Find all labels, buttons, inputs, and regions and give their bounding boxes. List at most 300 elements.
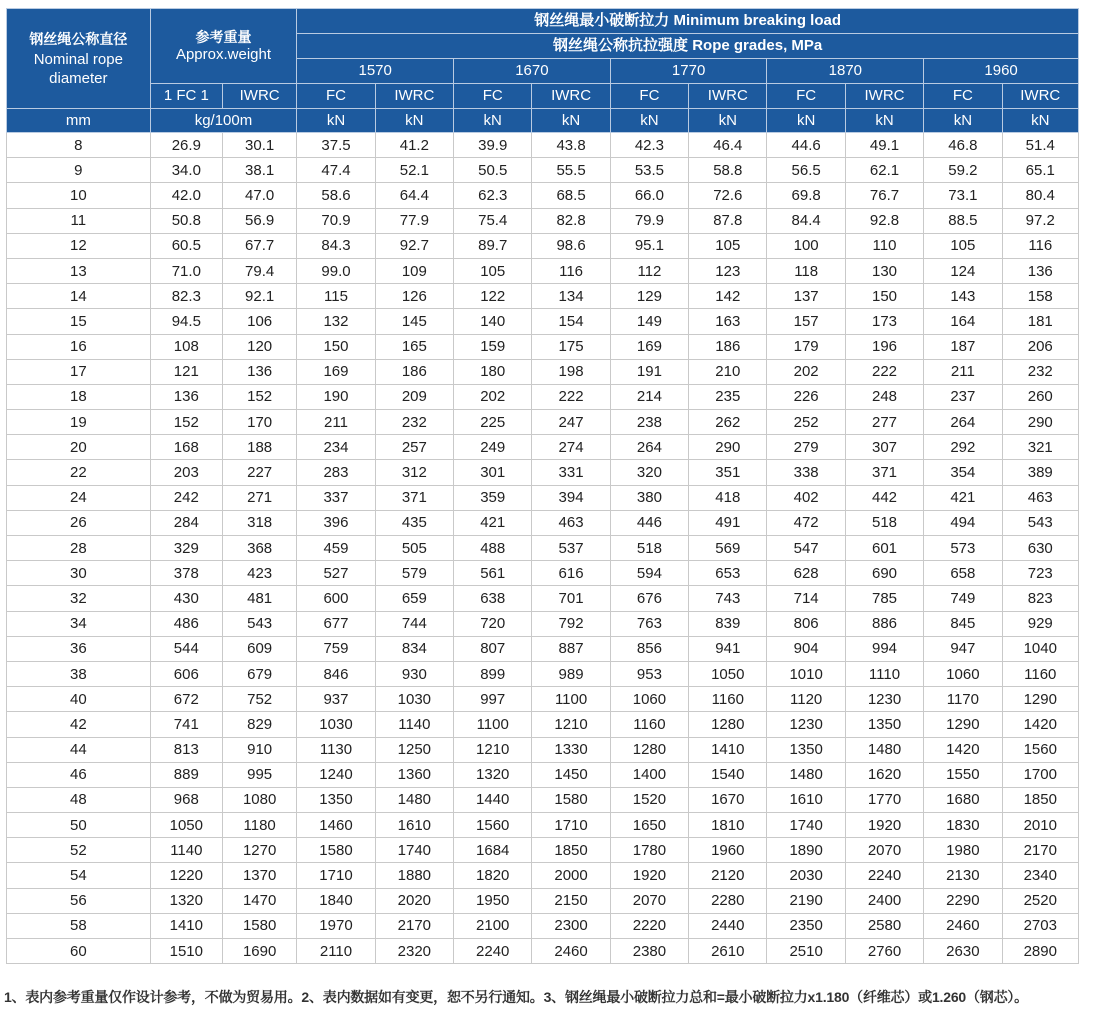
load-1570-fc-cell: 283: [297, 460, 375, 485]
load-1770-fc-cell: 1160: [610, 712, 688, 737]
load-1770-fc-cell: 238: [610, 410, 688, 435]
table-row: [7, 863, 1079, 888]
weight-fc-subheader: 1 FC 1: [150, 84, 222, 109]
load-1960-iwrc-cell: 929: [1002, 611, 1078, 636]
load-1670-fc-cell: 89.7: [454, 233, 532, 258]
load-1770-iwrc-cell: 58.8: [689, 158, 767, 183]
load-1960-iwrc-cell: 823: [1002, 586, 1078, 611]
load-1870-fc-cell: 806: [767, 611, 845, 636]
load-1960-iwrc-cell: 630: [1002, 536, 1078, 561]
load-1570-iwrc-cell: 209: [375, 384, 453, 409]
load-1670-fc-cell: 997: [454, 687, 532, 712]
load-1670-fc-cell: 1210: [454, 737, 532, 762]
load-1870-iwrc-cell: 1110: [845, 661, 923, 686]
diameter-cell: 18: [7, 384, 151, 409]
weight-fc-cell: 1510: [150, 939, 222, 964]
load-1570-fc-cell: 1350: [297, 787, 375, 812]
load-1570-fc-cell: 169: [297, 359, 375, 384]
load-1770-fc-cell: 1920: [610, 863, 688, 888]
load-1770-fc-cell: 953: [610, 661, 688, 686]
diameter-cell: 42: [7, 712, 151, 737]
load-1770-iwrc-cell: 1540: [689, 762, 767, 787]
load-1670-fc-cell: 1100: [454, 712, 532, 737]
load-1670-fc-cell: 122: [454, 284, 532, 309]
load-1670-fc-cell: 1820: [454, 863, 532, 888]
load-1570-iwrc-cell: 579: [375, 561, 453, 586]
weight-iwrc-cell: 136: [222, 359, 296, 384]
load-1960-iwrc-cell: 206: [1002, 334, 1078, 359]
load-1670-iwrc-cell: 1210: [532, 712, 610, 737]
diameter-cell: 13: [7, 258, 151, 283]
weight-fc-cell: 1320: [150, 888, 222, 913]
weight-fc-cell: 741: [150, 712, 222, 737]
diameter-header-cell: [7, 9, 151, 109]
load-1570-fc-cell: 132: [297, 309, 375, 334]
load-1960-iwrc-cell: 290: [1002, 410, 1078, 435]
load-1570-iwrc-cell: 1030: [375, 687, 453, 712]
load-1870-iwrc-cell: 994: [845, 636, 923, 661]
diameter-cell: 17: [7, 359, 151, 384]
load-1770-fc-cell: 264: [610, 435, 688, 460]
load-1960-fc-cell: 264: [924, 410, 1002, 435]
load-1770-fc-cell: 95.1: [610, 233, 688, 258]
load-1960-iwrc-cell: 65.1: [1002, 158, 1078, 183]
load-1770-iwrc-cell: 46.4: [689, 133, 767, 158]
weight-header-en: Approx.weight: [175, 46, 272, 63]
weight-fc-cell: 889: [150, 762, 222, 787]
load-1770-fc-cell: 169: [610, 334, 688, 359]
load-1570-iwrc-cell: 659: [375, 586, 453, 611]
table-header: [7, 9, 1079, 133]
diameter-cell: 60: [7, 939, 151, 964]
load-1570-fc-cell: 99.0: [297, 258, 375, 283]
weight-iwrc-cell: 829: [222, 712, 296, 737]
load-1870-fc-cell: 1120: [767, 687, 845, 712]
table-row: [7, 838, 1079, 863]
load-1570-fc-cell: 1970: [297, 913, 375, 938]
weight-iwrc-cell: 1470: [222, 888, 296, 913]
table-row: [7, 737, 1079, 762]
load-1870-iwrc-cell: 886: [845, 611, 923, 636]
load-1570-iwrc-cell: 505: [375, 536, 453, 561]
load-1670-iwrc-cell: 82.8: [532, 208, 610, 233]
load-1670-fc-cell: 421: [454, 510, 532, 535]
load-1870-iwrc-cell: 196: [845, 334, 923, 359]
load-1570-fc-cell: 337: [297, 485, 375, 510]
load-1870-fc-cell: 472: [767, 510, 845, 535]
load-1960-fc-cell: 749: [924, 586, 1002, 611]
load-1960-fc-cell: 292: [924, 435, 1002, 460]
weight-header-cn: 参考重量: [195, 29, 252, 45]
load-1770-iwrc-cell: 491: [689, 510, 767, 535]
load-1870-fc-cell: 137: [767, 284, 845, 309]
grade-fc-subheader: FC: [610, 84, 688, 109]
weight-iwrc-subheader: IWRC: [222, 84, 296, 109]
load-1670-iwrc-cell: 616: [532, 561, 610, 586]
load-1570-fc-cell: 37.5: [297, 133, 375, 158]
load-1870-iwrc-cell: 442: [845, 485, 923, 510]
table-row: [7, 485, 1079, 510]
weight-iwrc-cell: 318: [222, 510, 296, 535]
load-1670-iwrc-cell: 1850: [532, 838, 610, 863]
table-row: [7, 636, 1079, 661]
load-1570-fc-cell: 234: [297, 435, 375, 460]
load-1570-iwrc-cell: 1610: [375, 813, 453, 838]
table-row: [7, 208, 1079, 233]
grade-iwrc-subheader: IWRC: [532, 84, 610, 109]
load-1770-fc-cell: 518: [610, 536, 688, 561]
load-1770-fc-cell: 214: [610, 384, 688, 409]
grade-1670-header: 1670: [454, 59, 611, 84]
load-1570-iwrc-cell: 92.7: [375, 233, 453, 258]
load-1960-fc-cell: 46.8: [924, 133, 1002, 158]
load-1960-fc-cell: 73.1: [924, 183, 1002, 208]
load-1870-fc-cell: 1740: [767, 813, 845, 838]
diameter-cell: 24: [7, 485, 151, 510]
grade-iwrc-subheader: IWRC: [375, 84, 453, 109]
load-1870-iwrc-cell: 62.1: [845, 158, 923, 183]
load-1670-iwrc-cell: 989: [532, 661, 610, 686]
load-1570-fc-cell: 846: [297, 661, 375, 686]
table-row: [7, 687, 1079, 712]
load-1570-fc-cell: 600: [297, 586, 375, 611]
load-1670-iwrc-cell: 463: [532, 510, 610, 535]
load-1770-fc-cell: 1060: [610, 687, 688, 712]
load-1870-iwrc-cell: 1350: [845, 712, 923, 737]
load-1960-iwrc-cell: 1160: [1002, 661, 1078, 686]
load-1870-fc-cell: 1610: [767, 787, 845, 812]
load-1570-fc-cell: 759: [297, 636, 375, 661]
load-1770-fc-cell: 2220: [610, 913, 688, 938]
grade-1770-header: 1770: [610, 59, 767, 84]
load-1960-iwrc-cell: 116: [1002, 233, 1078, 258]
load-1960-fc-cell: 164: [924, 309, 1002, 334]
load-1870-iwrc-cell: 307: [845, 435, 923, 460]
load-1770-iwrc-cell: 1410: [689, 737, 767, 762]
load-1770-fc-cell: 594: [610, 561, 688, 586]
weight-fc-cell: 1050: [150, 813, 222, 838]
load-1670-iwrc-cell: 116: [532, 258, 610, 283]
weight-fc-cell: 152: [150, 410, 222, 435]
table-row: [7, 762, 1079, 787]
load-1670-fc-cell: 50.5: [454, 158, 532, 183]
load-1770-fc-cell: 1780: [610, 838, 688, 863]
weight-fc-cell: 284: [150, 510, 222, 535]
load-1670-iwrc-cell: 2460: [532, 939, 610, 964]
load-1570-iwrc-cell: 930: [375, 661, 453, 686]
weight-iwrc-cell: 92.1: [222, 284, 296, 309]
load-1570-iwrc-cell: 232: [375, 410, 453, 435]
load-1770-fc-cell: 2070: [610, 888, 688, 913]
weight-iwrc-cell: 30.1: [222, 133, 296, 158]
load-1670-fc-cell: 202: [454, 384, 532, 409]
load-1960-iwrc-cell: 260: [1002, 384, 1078, 409]
load-1670-fc-cell: 62.3: [454, 183, 532, 208]
load-1570-iwrc-cell: 312: [375, 460, 453, 485]
load-1870-iwrc-cell: 2400: [845, 888, 923, 913]
load-1570-fc-cell: 58.6: [297, 183, 375, 208]
load-1670-iwrc-cell: 247: [532, 410, 610, 435]
load-1770-fc-cell: 129: [610, 284, 688, 309]
load-1670-iwrc-cell: 198: [532, 359, 610, 384]
load-1770-iwrc-cell: 418: [689, 485, 767, 510]
load-1870-fc-cell: 1890: [767, 838, 845, 863]
load-1870-fc-cell: 157: [767, 309, 845, 334]
load-1670-iwrc-cell: 55.5: [532, 158, 610, 183]
load-1570-iwrc-cell: 371: [375, 485, 453, 510]
weight-fc-cell: 486: [150, 611, 222, 636]
load-1960-fc-cell: 1550: [924, 762, 1002, 787]
weight-iwrc-cell: 910: [222, 737, 296, 762]
weight-iwrc-cell: 1080: [222, 787, 296, 812]
weight-fc-cell: 813: [150, 737, 222, 762]
diameter-cell: 19: [7, 410, 151, 435]
load-1670-fc-cell: 899: [454, 661, 532, 686]
load-1570-iwrc-cell: 165: [375, 334, 453, 359]
load-1770-fc-cell: 676: [610, 586, 688, 611]
load-1770-iwrc-cell: 2440: [689, 913, 767, 938]
load-1770-fc-cell: 320: [610, 460, 688, 485]
load-1960-fc-cell: 845: [924, 611, 1002, 636]
load-1770-fc-cell: 66.0: [610, 183, 688, 208]
load-1670-fc-cell: 2100: [454, 913, 532, 938]
load-1770-fc-cell: 2380: [610, 939, 688, 964]
load-1770-iwrc-cell: 163: [689, 309, 767, 334]
load-1870-fc-cell: 547: [767, 536, 845, 561]
diameter-cell: 8: [7, 133, 151, 158]
load-1670-iwrc-cell: 2150: [532, 888, 610, 913]
table-row: [7, 611, 1079, 636]
load-1960-fc-cell: 421: [924, 485, 1002, 510]
load-1870-iwrc-cell: 785: [845, 586, 923, 611]
grade-1570-header: 1570: [297, 59, 454, 84]
load-1870-fc-cell: 904: [767, 636, 845, 661]
diameter-cell: 20: [7, 435, 151, 460]
weight-header-cell: [150, 9, 297, 84]
diameter-cell: 52: [7, 838, 151, 863]
load-1770-fc-cell: 763: [610, 611, 688, 636]
load-1570-iwrc-cell: 1360: [375, 762, 453, 787]
diameter-cell: 54: [7, 863, 151, 888]
diameter-cell: 44: [7, 737, 151, 762]
load-1870-iwrc-cell: 76.7: [845, 183, 923, 208]
load-1670-iwrc-cell: 887: [532, 636, 610, 661]
load-1870-iwrc-cell: 2070: [845, 838, 923, 863]
grade-iwrc-subheader: IWRC: [845, 84, 923, 109]
load-1770-fc-cell: 856: [610, 636, 688, 661]
weight-fc-cell: 42.0: [150, 183, 222, 208]
table-row: [7, 939, 1079, 964]
weight-fc-cell: 71.0: [150, 258, 222, 283]
diameter-cell: 26: [7, 510, 151, 535]
diameter-cell: 40: [7, 687, 151, 712]
load-1770-iwrc-cell: 1280: [689, 712, 767, 737]
table-row: [7, 158, 1079, 183]
load-1770-fc-cell: 1650: [610, 813, 688, 838]
load-1870-fc-cell: 100: [767, 233, 845, 258]
unit-load: kN: [297, 109, 375, 133]
load-1770-iwrc-cell: 2280: [689, 888, 767, 913]
load-1670-fc-cell: 180: [454, 359, 532, 384]
weight-fc-cell: 1220: [150, 863, 222, 888]
load-1770-fc-cell: 1400: [610, 762, 688, 787]
weight-fc-cell: 242: [150, 485, 222, 510]
load-1570-fc-cell: 1030: [297, 712, 375, 737]
load-1870-iwrc-cell: 92.8: [845, 208, 923, 233]
weight-iwrc-cell: 679: [222, 661, 296, 686]
load-1570-fc-cell: 211: [297, 410, 375, 435]
load-1570-fc-cell: 1130: [297, 737, 375, 762]
load-1960-iwrc-cell: 2520: [1002, 888, 1078, 913]
load-1960-iwrc-cell: 232: [1002, 359, 1078, 384]
load-1670-iwrc-cell: 134: [532, 284, 610, 309]
load-1570-fc-cell: 1580: [297, 838, 375, 863]
load-1960-iwrc-cell: 2340: [1002, 863, 1078, 888]
load-1870-iwrc-cell: 248: [845, 384, 923, 409]
weight-iwrc-cell: 995: [222, 762, 296, 787]
load-1670-iwrc-cell: 2300: [532, 913, 610, 938]
load-1960-iwrc-cell: 1290: [1002, 687, 1078, 712]
table-row: [7, 233, 1079, 258]
load-1770-iwrc-cell: 839: [689, 611, 767, 636]
load-1570-fc-cell: 84.3: [297, 233, 375, 258]
unit-weight: kg/100m: [150, 109, 297, 133]
load-1570-fc-cell: 527: [297, 561, 375, 586]
load-1770-iwrc-cell: 653: [689, 561, 767, 586]
weight-iwrc-cell: 1180: [222, 813, 296, 838]
load-1570-iwrc-cell: 41.2: [375, 133, 453, 158]
weight-iwrc-cell: 423: [222, 561, 296, 586]
load-1870-fc-cell: 1010: [767, 661, 845, 686]
load-1670-iwrc-cell: 175: [532, 334, 610, 359]
load-1770-iwrc-cell: 1960: [689, 838, 767, 863]
load-1670-iwrc-cell: 701: [532, 586, 610, 611]
table-row: [7, 661, 1079, 686]
load-1870-fc-cell: 202: [767, 359, 845, 384]
load-1570-iwrc-cell: 2170: [375, 913, 453, 938]
diameter-cell: 48: [7, 787, 151, 812]
weight-iwrc-cell: 38.1: [222, 158, 296, 183]
diameter-cell: 56: [7, 888, 151, 913]
unit-load: kN: [845, 109, 923, 133]
load-1670-fc-cell: 720: [454, 611, 532, 636]
diameter-cell: 11: [7, 208, 151, 233]
weight-iwrc-cell: 67.7: [222, 233, 296, 258]
load-1870-iwrc-cell: 690: [845, 561, 923, 586]
rope-grades-header: 钢丝绳公称抗拉强度 Rope grades, MPa: [297, 34, 1079, 59]
load-1870-fc-cell: 118: [767, 258, 845, 283]
load-1870-iwrc-cell: 277: [845, 410, 923, 435]
load-1770-fc-cell: 149: [610, 309, 688, 334]
load-1770-fc-cell: 1280: [610, 737, 688, 762]
load-1870-iwrc-cell: 49.1: [845, 133, 923, 158]
load-1870-iwrc-cell: 518: [845, 510, 923, 535]
weight-iwrc-cell: 47.0: [222, 183, 296, 208]
load-1670-iwrc-cell: 2000: [532, 863, 610, 888]
load-1870-iwrc-cell: 1920: [845, 813, 923, 838]
load-1770-iwrc-cell: 351: [689, 460, 767, 485]
load-1570-fc-cell: 47.4: [297, 158, 375, 183]
load-1670-fc-cell: 2240: [454, 939, 532, 964]
load-1960-iwrc-cell: 51.4: [1002, 133, 1078, 158]
load-1960-fc-cell: 658: [924, 561, 1002, 586]
load-1570-iwrc-cell: 1740: [375, 838, 453, 863]
table-row: [7, 510, 1079, 535]
weight-fc-cell: 378: [150, 561, 222, 586]
unit-diameter: mm: [7, 109, 151, 133]
load-1770-iwrc-cell: 186: [689, 334, 767, 359]
load-1570-iwrc-cell: 1140: [375, 712, 453, 737]
load-1570-iwrc-cell: 145: [375, 309, 453, 334]
weight-fc-cell: 672: [150, 687, 222, 712]
load-1770-iwrc-cell: 569: [689, 536, 767, 561]
weight-iwrc-cell: 609: [222, 636, 296, 661]
load-1670-fc-cell: 1560: [454, 813, 532, 838]
weight-fc-cell: 203: [150, 460, 222, 485]
load-1770-iwrc-cell: 290: [689, 435, 767, 460]
table-row: [7, 258, 1079, 283]
load-1960-fc-cell: 88.5: [924, 208, 1002, 233]
load-1960-fc-cell: 1830: [924, 813, 1002, 838]
load-1960-iwrc-cell: 158: [1002, 284, 1078, 309]
table-row: [7, 561, 1079, 586]
weight-fc-cell: 50.8: [150, 208, 222, 233]
load-1960-fc-cell: 237: [924, 384, 1002, 409]
weight-fc-cell: 34.0: [150, 158, 222, 183]
load-1960-iwrc-cell: 181: [1002, 309, 1078, 334]
load-1770-iwrc-cell: 87.8: [689, 208, 767, 233]
load-1960-iwrc-cell: 97.2: [1002, 208, 1078, 233]
weight-fc-cell: 606: [150, 661, 222, 686]
load-1670-fc-cell: 1440: [454, 787, 532, 812]
load-1870-iwrc-cell: 2760: [845, 939, 923, 964]
load-1960-fc-cell: 124: [924, 258, 1002, 283]
load-1960-iwrc-cell: 1420: [1002, 712, 1078, 737]
load-1570-fc-cell: 459: [297, 536, 375, 561]
weight-fc-cell: 968: [150, 787, 222, 812]
load-1870-fc-cell: 628: [767, 561, 845, 586]
diameter-cell: 15: [7, 309, 151, 334]
load-1770-iwrc-cell: 72.6: [689, 183, 767, 208]
weight-iwrc-cell: 227: [222, 460, 296, 485]
rope-spec-sheet: [6, 8, 1079, 964]
weight-fc-cell: 82.3: [150, 284, 222, 309]
load-1770-fc-cell: 380: [610, 485, 688, 510]
load-1960-fc-cell: 2130: [924, 863, 1002, 888]
load-1960-iwrc-cell: 389: [1002, 460, 1078, 485]
load-1570-iwrc-cell: 834: [375, 636, 453, 661]
load-1960-iwrc-cell: 2010: [1002, 813, 1078, 838]
table-row: [7, 460, 1079, 485]
load-1670-fc-cell: 1320: [454, 762, 532, 787]
weight-iwrc-cell: 79.4: [222, 258, 296, 283]
weight-iwrc-cell: 752: [222, 687, 296, 712]
table-row: [7, 359, 1079, 384]
unit-load: kN: [454, 109, 532, 133]
weight-iwrc-cell: 1370: [222, 863, 296, 888]
load-1570-fc-cell: 396: [297, 510, 375, 535]
load-1670-iwrc-cell: 68.5: [532, 183, 610, 208]
load-1870-iwrc-cell: 1480: [845, 737, 923, 762]
weight-fc-cell: 94.5: [150, 309, 222, 334]
load-1960-iwrc-cell: 543: [1002, 510, 1078, 535]
table-row: [7, 787, 1079, 812]
load-1960-iwrc-cell: 80.4: [1002, 183, 1078, 208]
load-1670-fc-cell: 488: [454, 536, 532, 561]
weight-iwrc-cell: 170: [222, 410, 296, 435]
load-1770-fc-cell: 1520: [610, 787, 688, 812]
grade-iwrc-subheader: IWRC: [689, 84, 767, 109]
